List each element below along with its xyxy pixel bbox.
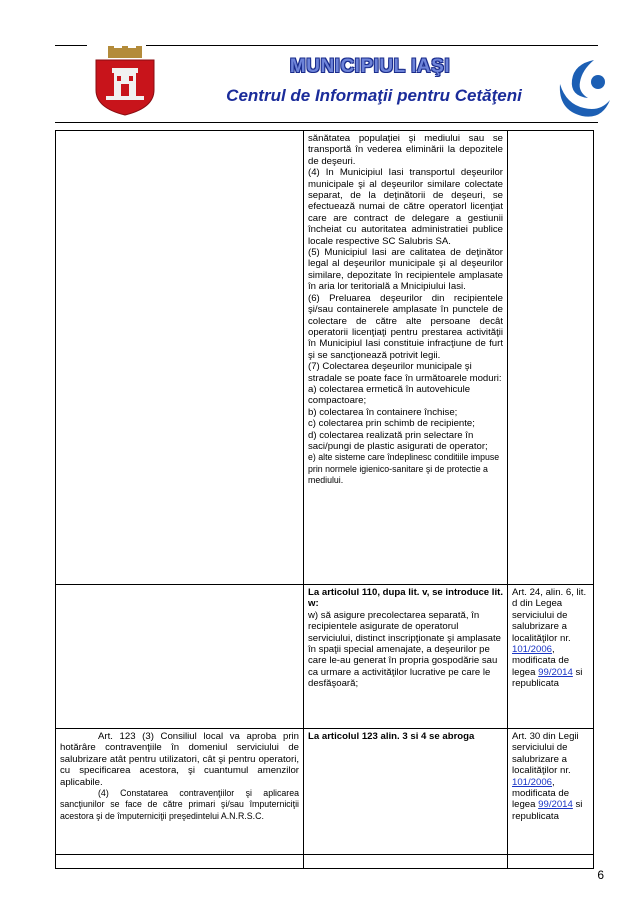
- law-link-99-2014[interactable]: 99/2014: [538, 799, 573, 811]
- table-cell: [304, 855, 508, 869]
- table-cell: [56, 131, 304, 585]
- table-cell: [56, 729, 304, 855]
- amendment-heading: La articolul 123 alin. 3 si 4 se abroga: [308, 731, 475, 742]
- table-cell: [508, 131, 594, 585]
- table-cell: [56, 855, 304, 869]
- table-row: [56, 585, 594, 729]
- header-line-right: [146, 45, 598, 46]
- table-cell: [508, 855, 594, 869]
- article-text: Art. 123 (3) Consiliul local va aproba prin hotărâre contravenţiile în domeniul serviciului de salubrizare atât pentru utilizatori, cât şi pentru operatori, cu specificarea acestora, şi cuantumul amenzilor aplicabile.: [60, 731, 299, 788]
- legal-reference-text: , modificata de legea: [512, 776, 570, 811]
- table-cell: [304, 131, 508, 585]
- amendment-text: w) să asigure precolectarea separată, în recipientele asigurate de operatorul serviciului, distinct inscripţionate şi amplasate în spaţii special amenajate, a deşeurilor pe care le-au generat în propria gospodărie sau ca urmare a activităţilor lucrative pe care le desfăşoară;: [308, 609, 502, 690]
- paragraph: (7) Colectarea deşeurilor municipale şi stradale se poate face în următoarele moduri:: [308, 361, 502, 384]
- table-cell: [508, 729, 594, 855]
- header-line-left: [55, 45, 87, 46]
- legal-reference-text: Art. 24, alin. 6, lit. d din Legea serviciului de salubrizare a localităţilor nr.: [512, 587, 587, 644]
- header-line-bottom: [55, 122, 598, 123]
- iasi-coat-of-arms-icon: [92, 46, 158, 116]
- table-cell: [508, 585, 594, 729]
- legal-reference-text: si republicata: [512, 666, 583, 690]
- paragraph: (4) In Municipiul Iasi transportul deşeurilor municipale şi al deşeurilor similare colectate separat, de la deţinătorii de deşeuri, se efectuează numai de către operatorl licenţiat care are contract de delegare a gestiunii încheiat cu autoritatea administratiei publice locale respective SC Salubris SA.: [308, 167, 503, 247]
- center-subtitle: Centrul de Informaţii pentru Cetăţeni: [226, 86, 522, 105]
- paragraph: (5) Municipiul Iasi are calitatea de deţinător legal al deşeurilor municipale şi al deşeurilor similare, depozitate în recipientele amplasate în aria lor teritorială a Mnicipiului Iasi.: [308, 247, 503, 293]
- law-link-99-2014[interactable]: 99/2014: [538, 666, 573, 678]
- list-item: c) colectarea prin schimb de recipiente;: [308, 418, 475, 430]
- list-item: a) colectarea ermetică în autovehicule compactoare;: [308, 383, 471, 407]
- table-cell: [304, 585, 508, 729]
- legal-reference-text: , modificata de legea: [512, 644, 570, 678]
- legislation-table: [55, 130, 594, 869]
- table-row: [56, 729, 594, 855]
- paragraph: sănătatea populaţiei şi mediului sau se transportă în vederea eliminării la depozitele de deşeuri.: [308, 133, 503, 167]
- amendment-heading: La articolul 110, dupa lit. v, se introduce lit. w:: [308, 587, 503, 610]
- list-item: d) colectarea realizată prin selectare în saci/pungi de plastic asigurati de operator;: [308, 429, 488, 452]
- legal-reference-text: Art. 30 din Legii serviciului de salubrizare a localităţilor nr.: [512, 731, 579, 777]
- article-text: (4) Constatarea contravenţiilor şi aplicarea sancţiunilor se face de către primari şi/sau împuterniciţii acestora şi de împuterniciţii preşedintelui A.N.R.S.C.: [60, 788, 299, 821]
- paragraph: (6) Preluarea deşeurilor din recipientele şi/sau containerele amplasate în punctele de colectare de către alte persoane decât operatorii licenţiaţi pentru prestarea activităţii în Municipiul Iasi constituie infracţiune de furt şi se sancţionează potrivit legii.: [308, 292, 503, 361]
- table-cell: [56, 585, 304, 729]
- list-item: b) colectarea în containere închise;: [308, 406, 458, 418]
- law-link-101-2006[interactable]: 101/2006: [512, 644, 553, 656]
- list-item: e) alte sisteme care îndeplinesc conditiile impuse prin normele igienico-sanitare şi de protectie a mediului.: [308, 452, 500, 486]
- municipality-title: MUNICIPIUL IAŞI: [289, 56, 451, 77]
- table-row: [56, 131, 594, 585]
- citizen-center-logo-icon: [554, 56, 612, 120]
- table-cell: [304, 729, 508, 855]
- legal-reference-text: si republicata: [512, 799, 583, 822]
- page-number: 6: [597, 868, 604, 882]
- law-link-101-2006[interactable]: 101/2006: [512, 776, 553, 788]
- table-row: [56, 855, 594, 869]
